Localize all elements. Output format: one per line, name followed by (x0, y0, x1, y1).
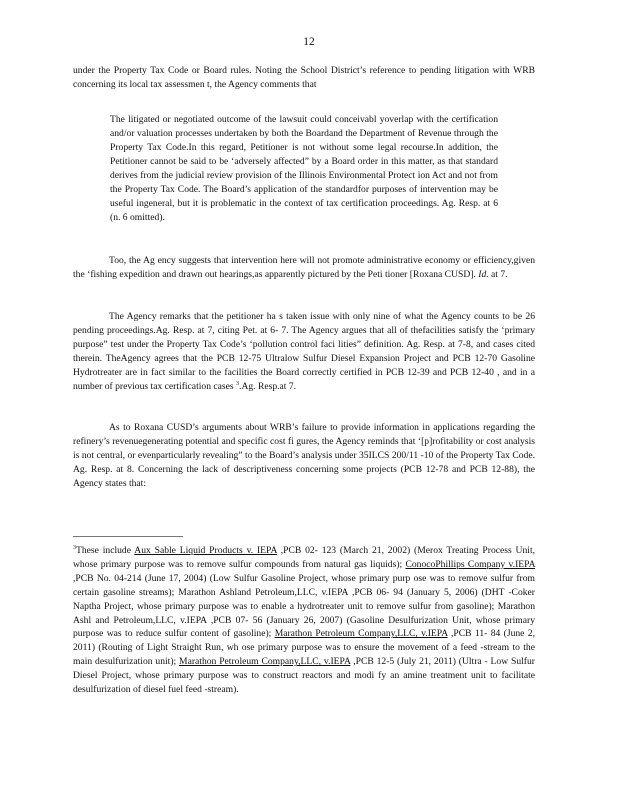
paragraph-3-tail: .Ag. Resp.at 7. (239, 380, 297, 392)
footnote-text: ,PCB 02- 123 (March 21, 2002) (Merox Treating Process Unit, whose primary purpose was to remove sulfur compounds from natural gas liquids); (73, 545, 536, 570)
paragraph-2 (73, 254, 535, 282)
footnote-text: ,PCB 12-5 (July 21, 2011) (Ultra - Low Sulfur Diesel Project, whose primary purpose was to construct reactors and modi fy an amine treatment unit to facilitate desulfurization of diesel fuel feed -stream). (73, 656, 535, 696)
footnote-mark: 3 (73, 544, 76, 551)
case-name: ConocoPhillips Company v.IEPA (405, 558, 535, 570)
id-citation: Id. (478, 268, 489, 280)
footnote-text: These include (76, 545, 135, 556)
block-quote (110, 113, 498, 225)
footnote-text: ,PCB No. 04-214 (June 17, 2004) (Low Sulfur Gasoline Project, whose primary purp ose was to remove sulfur from certain gasoline streams); Marathon Ashland Petroleum,LLC, v.IEPA ,PCB 06- 94 (January 5, 2006) (DHT -Coker Naptha Project, whose primary purpose was to enable a hydrotreater unit to remove sulfur from gasoline); Marathon Ashl and Petroleum,LLC, v.IEPA ,PCB 07- 56 (January 26, 2007) (Gasoline Desulfurization Unit, whose primary purpose was to reduce sulfur content of gasoline); (73, 572, 535, 640)
page-number: 12 (303, 36, 315, 48)
paragraph-3-text: The Agency remarks that the petitioner ha s taken issue with only nine of what the Agency counts to be 26 pending proceedings.Ag. Resp. at 7, citing Pet. at 6- 7. The Agency argues that all of thefacilities satisfy the ‘primary purpose” test under the Property Tax Code’s ‘pollution control faci lities” definition. Ag. Resp. at 7-8, and cases cited therein. TheAgency agrees that the PCB 12-75 Ultralow Sulfur Diesel Expansion Project and PCB 12-70 Gasoline Hydrotreater are in fact similar to the facilities the Board correctly certified in PCB 12-39 and PCB 12-40 , and in a number of previous tax certification cases (73, 311, 535, 392)
footnote-separator (73, 536, 183, 537)
block-quote-citation: Ag. Resp. at 6 (n. 6 omitted). (110, 198, 498, 223)
footnote-reference[interactable]: 3 (236, 380, 240, 387)
paragraph-3 (73, 310, 535, 393)
case-name: Marathon Petroleum Company,LLC, v.IEPA (179, 656, 351, 668)
case-name: Marathon Petroleum Company,LLC, v.IEPA (274, 628, 448, 640)
block-quote-text: The litigated or negotiated outcome of the lawsuit could conceivabl yoverlap with the certification and/or valuation processes undertaken by both the Boardand the Department of Revenue through the Property Tax Code.In this regard, Petitioner is not without some legal recourse.In addition, the Petitioner cannot be said to be ‘adversely affected” by a Board order in this matter, as that standard derives from the judicial review provision of the Illinois Environmental Protect ion Act and not from the Property Tax Code. The Board’s application of the standardfor purposes of intervention may be useful ingeneral, but it is problematic in the context of tax certification proceedings. (110, 114, 498, 209)
paragraph-2-text: Too, the Ag ency suggests that intervention here will not promote administrative economy or efficiency,given the ‘fishing expedition and drawn out hearings,as apparently pictured by the Peti tioner [Roxana CUSD]. (73, 255, 535, 280)
paragraph-2-tail: at 7. (491, 268, 508, 280)
paragraph-4: As to Roxana CUSD’s arguments about WRB’s failure to provide information in applications regarding the refinery’s revenuegenerating potential and specific cost fi gures, the Agency reminds that ‘[p]rofitability or cost analysis is not central, or evenparticularly revealing” to the Board’s analysis under 35ILCS 200/11 -10 of the Property Tax Code. Ag. Resp. at 8. Concerning the lack of descriptiveness concerning some projects (PCB 12-78 and PCB 12-88), the Agency states that: (73, 422, 535, 489)
footnote-text: ,PCB 11- 84 (June 2, 2011) (Routing of Light Straight Run, wh ose primary purpose was to ensure the movement of a feed -stream to the main desulfurization unit); (73, 628, 535, 668)
paragraph-1: under the Property Tax Code or Board rules. Noting the School District’s reference to pending litigation with WRB concerning its local tax assessmen t, the Agency comments that (73, 65, 535, 90)
case-name: Aux Sable Liquid Products v. IEPA (134, 545, 277, 556)
footnote-body (73, 545, 535, 695)
footnote (73, 544, 535, 697)
